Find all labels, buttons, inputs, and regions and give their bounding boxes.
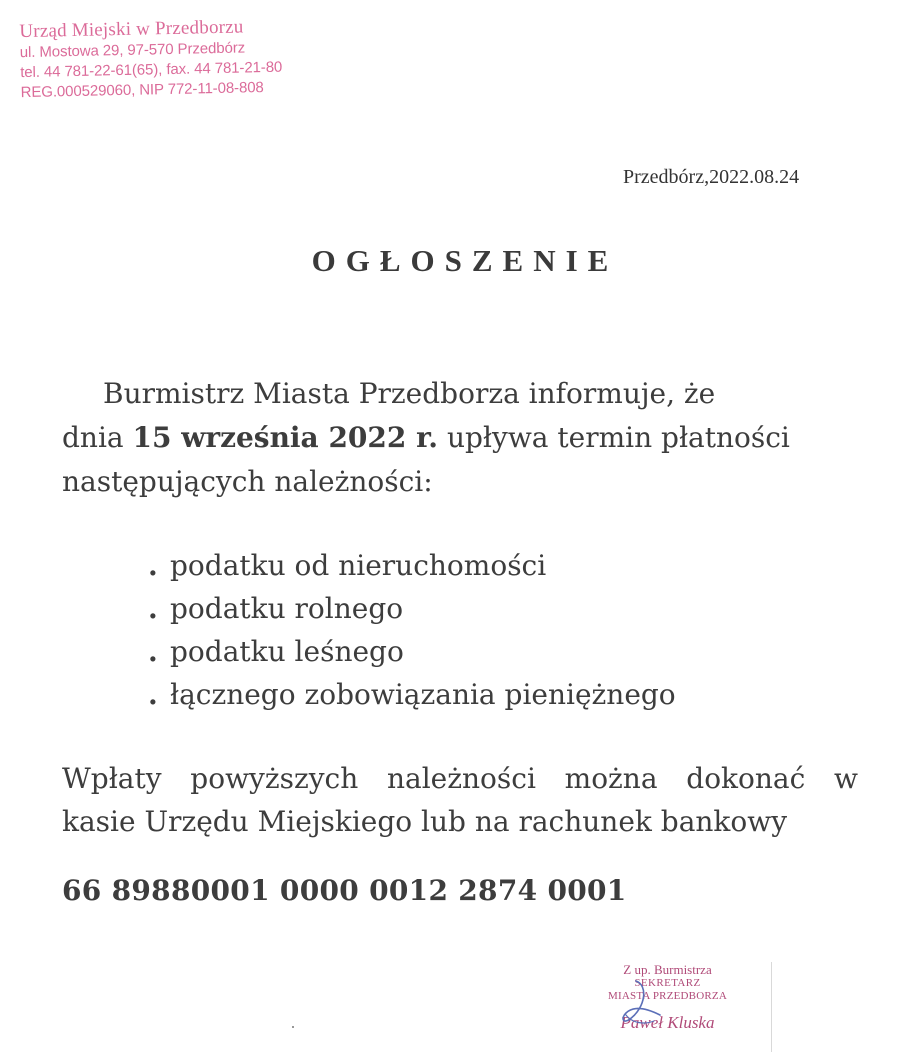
payment-line-1: Wpłaty powyższych należności można dokonać w <box>62 762 858 795</box>
list-item <box>148 587 848 630</box>
scan-speck <box>292 1026 294 1028</box>
bullet: . <box>148 678 158 711</box>
list-item <box>148 544 848 587</box>
payment-line-2: kasie Urzędu Miejskiego lub na rachunek bankowy <box>62 805 788 838</box>
signature-line-office: MIASTA PRZEDBORZA <box>608 990 727 1002</box>
dues-list <box>148 544 848 716</box>
document-title: OGŁOSZENIE <box>311 243 619 278</box>
payment-paragraph <box>62 757 858 843</box>
list-item <box>148 630 848 673</box>
list-item-text: podatku leśnego <box>170 635 404 668</box>
due-date: 15 września 2022 r. <box>132 421 439 454</box>
signature-line-role: SEKRETARZ <box>634 977 701 989</box>
list-item-text: łącznego zobowiązania pieniężnego <box>170 678 676 711</box>
stamp-line-phone: tel. 44 781-22-61(65), fax. 44 781-21-80 <box>20 58 283 82</box>
intro-line-2 <box>62 416 862 460</box>
stamp-line-registry: REG.000529060, NIP 772-11-08-808 <box>20 79 264 102</box>
list-item-text: podatku od nieruchomości <box>170 549 547 582</box>
intro-line-1: Burmistrz Miasta Przedborza informuje, że <box>103 377 716 410</box>
stamp-line-address: ul. Mostowa 29, 97-570 Przedbórz <box>19 39 246 62</box>
list-item <box>148 673 848 716</box>
signatory-name: Paweł Kluska <box>620 1013 715 1032</box>
stamp-line-office: Urząd Miejski w Przedborzu <box>19 16 244 43</box>
scan-edge-line <box>771 962 772 1052</box>
bullet: . <box>148 635 158 668</box>
intro-suffix: upływa termin płatności <box>446 421 790 454</box>
bank-account-number: 66 89880001 0000 0012 2874 0001 <box>62 874 627 907</box>
list-item-text: podatku rolnego <box>170 592 404 625</box>
intro-paragraph <box>62 372 862 504</box>
document-date: Przedbórz,2022.08.24 <box>623 166 800 188</box>
office-stamp <box>19 15 321 103</box>
intro-prefix: dnia <box>62 421 124 454</box>
bullet: . <box>148 549 158 582</box>
handwritten-signature-icon <box>608 975 668 1035</box>
signature-line-on-behalf: Z up. Burmistrza <box>623 962 712 977</box>
intro-line-3: następujących należności: <box>62 465 433 498</box>
bullet: . <box>148 592 158 625</box>
